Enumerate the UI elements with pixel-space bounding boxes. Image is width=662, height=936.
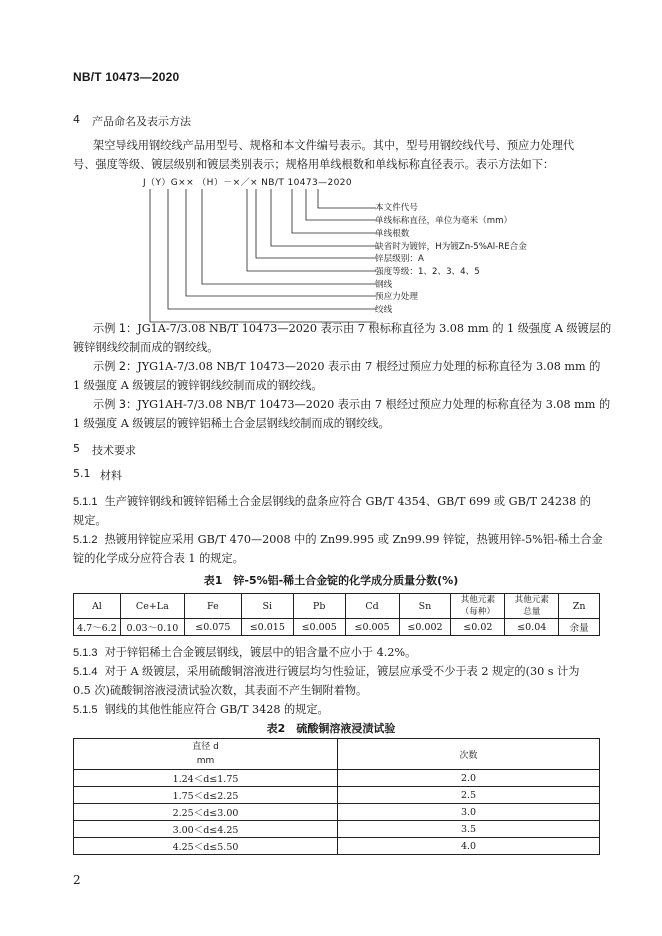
cell-cd: ≤0.005 — [345, 619, 399, 636]
para-5-1-2-line2: 锭的化学成分应符合表 1 的规定。 — [73, 552, 244, 565]
section-5-number: 5 — [73, 442, 80, 455]
table-2 — [73, 738, 600, 855]
header-sn: Sn — [399, 594, 451, 619]
example-1-label: 示例 1： — [93, 322, 138, 335]
cell-si: ≤0.015 — [241, 619, 293, 636]
example-2-line2: 1 级强度 A 级镀层的镀锌钢线绞制而成的钢绞线。 — [73, 379, 323, 392]
para-5-1-4-line2: 0.5 次)硫酸铜溶液浸渍试验次数，其表面不产生铜附着物。 — [73, 684, 368, 697]
label-strength-grade: 强度等级：1、2、3、4、5 — [375, 267, 480, 277]
table-row — [74, 619, 600, 636]
label-nominal-diameter: 单线标称直径，单位为毫米（mm） — [375, 216, 513, 226]
header-al: Al — [74, 594, 121, 619]
example-3-line2: 1 级强度 A 级镀层的镀锌铝稀土合金层钢线绞制而成的钢绞线。 — [73, 417, 390, 430]
para-5-1-1-line2: 规定。 — [73, 514, 107, 527]
cell-other-each: ≤0.02 — [451, 619, 505, 636]
header-si: Si — [241, 594, 293, 619]
para4-line1: 架空导线用钢绞线产品用型号、规格和本文件编号表示。其中，型号用钢绞线代号、预应力处理代 — [93, 139, 575, 152]
para-5-1-4-line1: 5.1.4 对于 A 级镀层，采用硫酸铜溶液进行镀层均匀性验证，镀层应承受不少于表 2 规定的(30 s 计为 — [73, 665, 580, 678]
header-other-total: 其他元素 总量 — [505, 594, 559, 619]
table-1 — [73, 593, 600, 636]
para4-line2: 号、强度等级、镀层级别和镀层类别表示；规格用单线根数和单线标称直径表示。表示方法如下： — [73, 158, 555, 171]
para-5-1-5-line1: 5.1.5 钢线的其他性能应符合 GB/T 3428 的规定。 — [73, 703, 329, 716]
cell-sn: ≤0.002 — [399, 619, 451, 636]
label-prestress: 预应力处理 — [375, 292, 418, 302]
para-5-1-3-line1: 5.1.3 对于锌铝稀土合金镀层钢线，镀层中的铝含量不应小于 4.2%。 — [73, 646, 417, 659]
label-standard-code: 本文件代号 — [375, 203, 418, 213]
header-zn: Zn — [559, 594, 600, 619]
document-header: NB/T 10473—2020 — [73, 70, 180, 84]
table-row: 1.24＜d≤1.75 2.0 — [74, 770, 600, 787]
section-5-1-title: 材料 — [100, 469, 122, 482]
label-coating-type: 缺省时为镀锌，H为镀Zn-5%Al-RE合金 — [375, 242, 527, 252]
example-2-line1: 示例 2：JYG1A-7/3.08 NB/T 10473—2020 表示由 7 根经过预应力处理的标称直径为 3.08 mm 的 — [93, 360, 601, 373]
para-5-1-1-line1: 5.1.1 生产镀锌钢线和镀锌铝稀土合金层钢线的盘条应符合 GB/T 4354、GB/T 699 或 GB/T 24238 的 — [73, 495, 591, 508]
header-cd: Cd — [345, 594, 399, 619]
section-4-title: 产品命名及表示方法 — [92, 115, 191, 128]
para-5-1-2-line1: 5.1.2 热镀用锌锭应采用 GB/T 470—2008 中的 Zn99.995 或 Zn99.99 锌锭，热镀用锌-5%铝-稀土合金 — [73, 533, 603, 546]
cell-pb: ≤0.005 — [293, 619, 345, 636]
cell-fe: ≤0.075 — [184, 619, 241, 636]
label-strand: 绞线 — [375, 305, 393, 315]
table-row: 1.75＜d≤2.25 2.5 — [74, 787, 600, 804]
cell-zn: 余量 — [559, 619, 600, 636]
cell-al: 4.7～6.2 — [74, 619, 121, 636]
cell-ce-la: 0.03～0.10 — [120, 619, 184, 636]
designation-formula: J（Y）G×× （H）－×／× NB/T 10473—2020 — [143, 178, 353, 188]
table-row: 3.00＜d≤4.25 3.5 — [74, 821, 600, 838]
section-5-1-number: 5.1 — [73, 467, 91, 480]
header-times: 次数 — [338, 739, 600, 770]
header-diameter: 直径 d mm — [74, 739, 338, 770]
table-2-caption: 表2 硫酸铜溶液浸渍试验 — [266, 722, 396, 735]
para-5-1-1-number: 5.1.1 — [73, 496, 98, 508]
table-row: 4.25＜d≤5.50 4.0 — [74, 838, 600, 855]
table-1-header-row — [74, 594, 600, 619]
header-fe: Fe — [184, 594, 241, 619]
table-row: 2.25＜d≤3.00 3.0 — [74, 804, 600, 821]
label-steel-wire: 钢线 — [375, 280, 393, 290]
example-1-line1: 示例 1：JG1A-7/3.08 NB/T 10473—2020 表示由 7 根标称直径为 3.08 mm 的 1 级强度 A 级镀层的 — [93, 322, 612, 335]
section-5-title: 技术要求 — [92, 444, 136, 457]
header-ce-la: Ce+La — [120, 594, 184, 619]
example-1-line2: 镀锌钢线绞制而成的钢绞线。 — [73, 341, 219, 354]
table-2-header-row — [74, 739, 600, 770]
para-5-1-4-number: 5.1.4 — [73, 666, 98, 678]
table-1-caption: 表1 锌-5%铝-稀土合金锭的化学成分质量分数(%) — [203, 574, 459, 587]
para-5-1-5-number: 5.1.5 — [73, 704, 98, 716]
header-other-each: 其他元素 （每种） — [451, 594, 505, 619]
para-5-1-3-number: 5.1.3 — [73, 647, 98, 659]
para-5-1-2-number: 5.1.2 — [73, 534, 98, 546]
label-zinc-grade: 锌层级别：A — [375, 254, 424, 264]
example-3-line1: 示例 3：JYG1AH-7/3.08 NB/T 10473—2020 表示由 7 根经过预应力处理的标称直径为 3.08 mm 的 — [93, 398, 611, 411]
label-wire-count: 单线根数 — [375, 229, 410, 239]
example-2-label: 示例 2： — [93, 360, 138, 373]
cell-other-total: ≤0.04 — [505, 619, 559, 636]
header-pb: Pb — [293, 594, 345, 619]
example-3-label: 示例 3： — [93, 398, 138, 411]
section-4-number: 4 — [73, 113, 80, 126]
page-number: 2 — [73, 873, 81, 887]
